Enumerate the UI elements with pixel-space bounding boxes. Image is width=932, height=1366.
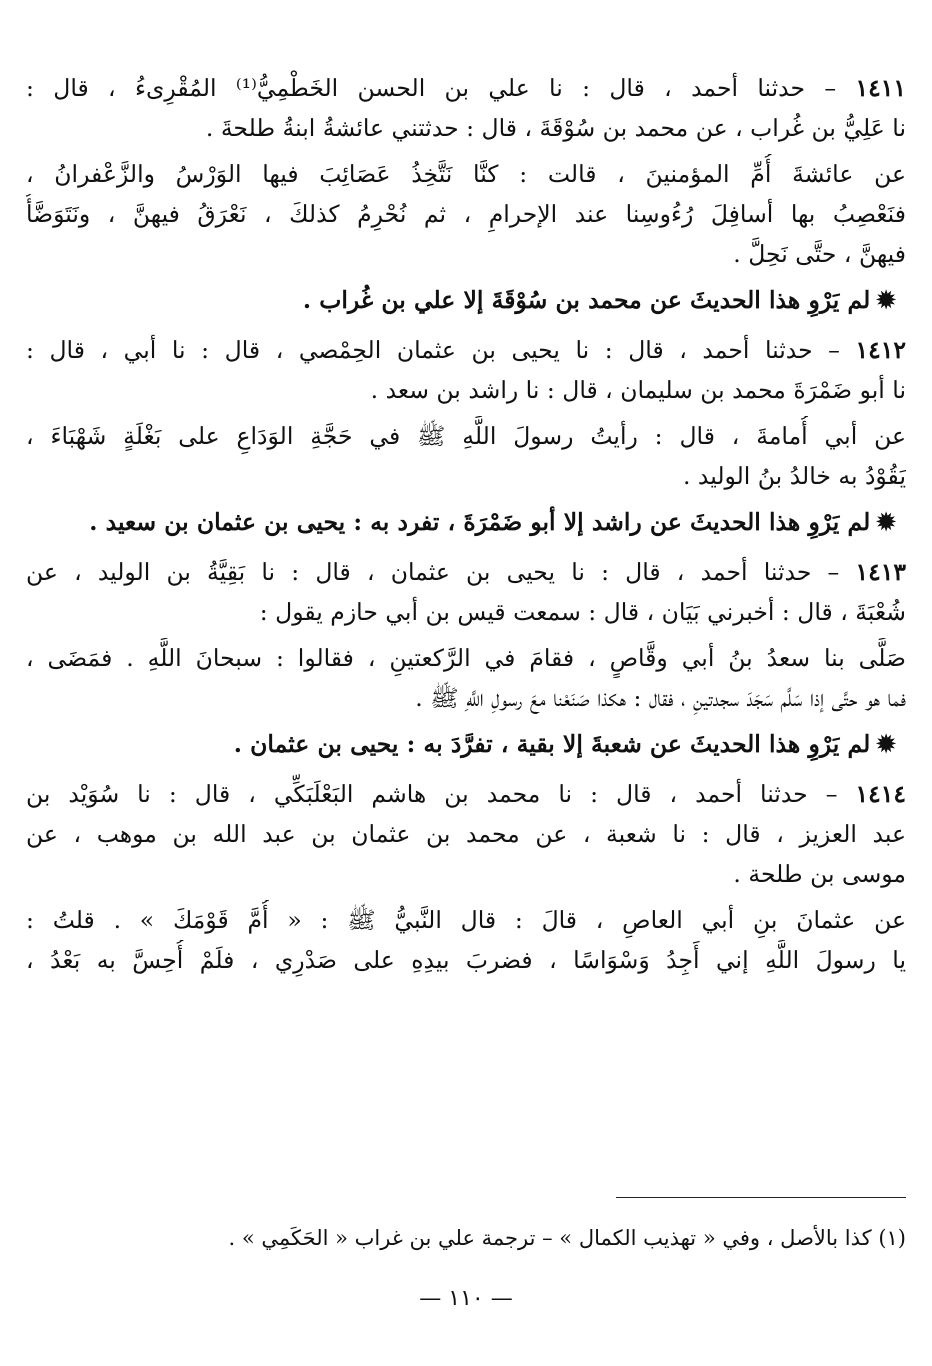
isnad-line: شُعْبَةَ ، قال : أخبرني بَيَان ، قال : سمعت قيس بن أبي حازم يقول :: [259, 598, 906, 626]
footnote: (١) كذا بالأصل ، وفي « تهذيب الكمال » – ترجمة علي بن غراب « الحَكَمِي » .: [228, 1226, 906, 1250]
hadith-number: ١٤١٣: [855, 558, 906, 586]
matn-1411: [26, 154, 906, 274]
isnad-line: ١٤١٤ – حدثنا أحمد ، قال : نا محمد بن هاشم البَعْلَبَكِّي ، قال : نا سُوَيْد بن: [26, 780, 906, 808]
note-marker: ✹: [876, 508, 896, 536]
hadith-number: ١٤١٢: [855, 336, 906, 364]
isnad-line: نا أبو ضَمْرَةَ محمد بن سليمان ، قال : نا راشد بن سعد .: [370, 376, 906, 404]
footnote-divider: [616, 1197, 906, 1198]
isnad-line: ١٤١٢ – حدثنا أحمد ، قال : نا يحيى بن عثمان الحِمْصي ، قال : نا أبي ، قال :: [26, 336, 906, 364]
matn-line: فيهنَّ ، حتَّى نَحِلَّ .: [733, 240, 906, 268]
matn-line: عن عائشةَ أُمِّ المؤمنينَ ، قالت : كنَّا نَتَّخِذُ عَصَائِبَ فيها الوَرْسُ والزَّعْفرانُ ،: [26, 160, 906, 188]
page-number: — ١١٠ —: [419, 1286, 513, 1311]
matn-line: يا رسولَ اللَّهِ إني أَجِدُ وَسْوَاسًا ، فضربَ بيدِهِ على صَدْرِي ، فلَمْ أُحِسَّ به بَعْدُ ،: [26, 946, 906, 974]
editor-note: ✹لم يَرْوِ هذا الحديثَ عن محمد بن سُوْقَةَ إلا علي بن غُراب .: [302, 286, 896, 314]
hadith-1413: [26, 552, 906, 632]
editor-note: ✹لم يَرْوِ هذا الحديثَ عن راشد إلا أبو ضَمْرَةَ ، تفرد به : يحيى بن عثمان بن سعيد .: [89, 508, 896, 536]
hadith-1411: [26, 68, 906, 148]
matn-line: فما هو حتَّى إذا سَلَّم سَجَدَ سجدتينِ ، فقال : هكذا صَنَعْنا معَ رسولِ اللَّهِ ﷺ .: [415, 684, 906, 712]
matn-line: يَقُوْدُ به خالدُ بنُ الوليد .: [682, 462, 906, 490]
isnad-line: ١٤١٣ – حدثنا أحمد ، قال : نا يحيى بن عثمان ، قال : نا بَقِيَّةُ بن الوليد ، عن: [26, 558, 906, 586]
matn-line: عن عثمانَ بنِ أبي العاصِ ، قالَ : قال النَّبيُّ ﷺ : « أُمَّ قَوْمَكَ » . قلتُ :: [26, 906, 906, 934]
matn-line: فنَعْصِبُ بها أسافِلَ رُءُوسِنا عند الإحرامِ ، ثم نُحْرِمُ كذلكَ ، نَعْرَقُ فيهنَّ ، ونَتَوَضَّأُ: [26, 200, 906, 228]
editor-note: ✹لم يَرْوِ هذا الحديثَ عن شعبةَ إلا بقية ، تفرَّدَ به : يحيى بن عثمان .: [233, 730, 896, 758]
hadith-1412: [26, 330, 906, 410]
matn-1412: [26, 416, 906, 496]
hadith-1414: [26, 774, 906, 894]
note-marker: ✹: [876, 286, 896, 314]
matn-1414: [26, 900, 906, 980]
hadith-number: ١٤١١: [855, 74, 906, 102]
hadith-number: ١٤١٤: [855, 780, 906, 808]
isnad-line: نا عَلِيُّ بن غُراب ، عن محمد بن سُوْقَةَ ، قال : حدثتني عائشةُ ابنةُ طلحةَ .: [205, 114, 906, 142]
isnad-line: عبد العزيز ، قال : نا شعبة ، عن محمد بن عثمان بن عبد الله بن موهب ، عن: [26, 820, 906, 848]
isnad-line: موسى بن طلحة .: [733, 860, 906, 888]
matn-1413: [26, 638, 906, 718]
isnad-line: ١٤١١ – حدثنا أحمد ، قال : نا علي بن الحسن الخَطْمِيُّ⁽¹⁾ المُقْرِىءُ ، قال :: [26, 74, 906, 102]
note-marker: ✹: [876, 730, 896, 758]
matn-line: صَلَّى بنا سعدُ بنُ أبي وقَّاصٍ ، فقامَ في الرَّكعتينِ ، فقالوا : سبحانَ اللَّهِ . فمَضَى ،: [26, 644, 906, 672]
matn-line: عن أبي أُمامةَ ، قال : رأيتُ رسولَ اللَّهِ ﷺ في حَجَّةِ الوَدَاعِ على بَغْلَةٍ شَهْبَاءَ ،: [26, 422, 906, 450]
